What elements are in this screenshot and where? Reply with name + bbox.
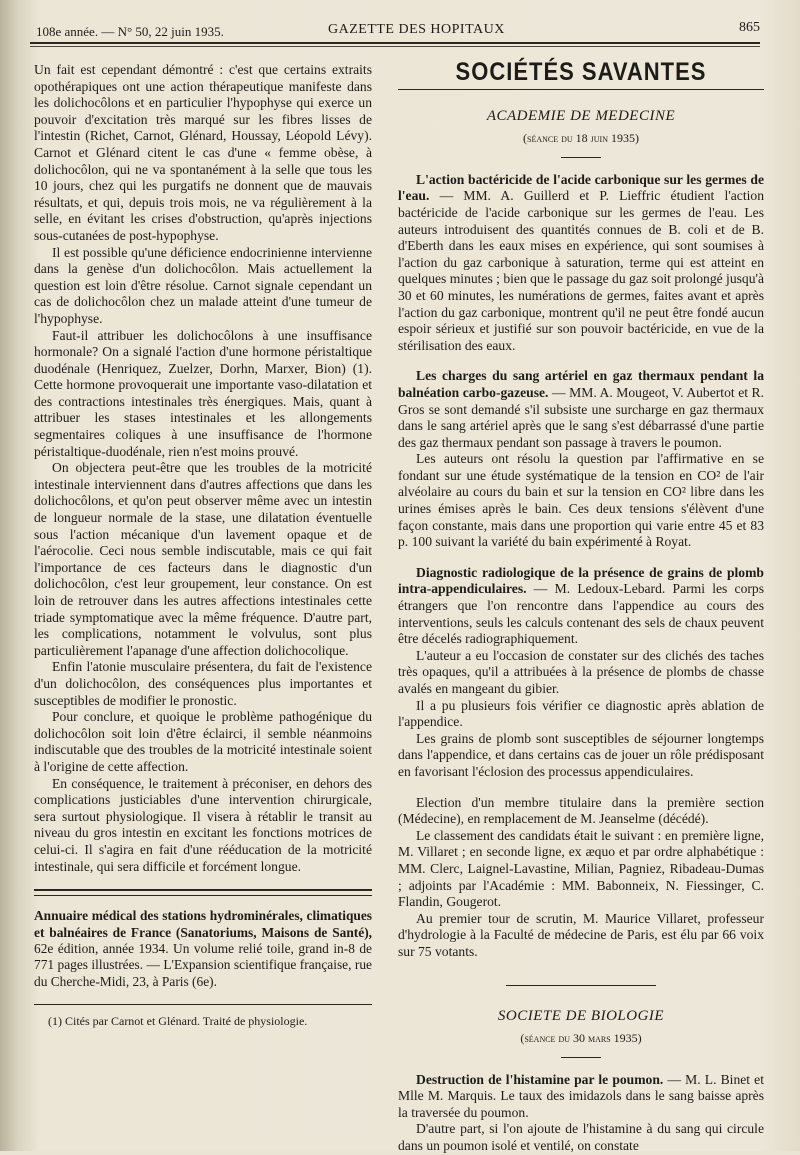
article-divider xyxy=(34,889,372,896)
society-divider xyxy=(506,985,656,986)
communication-text xyxy=(398,1072,764,1122)
footnote: (1) Cités par Carnot et Glénard. Traité de physiologie. xyxy=(48,1014,308,1029)
election-item xyxy=(398,795,764,961)
short-rule xyxy=(561,157,601,158)
communication-title: Les charges du sang artériel en gaz thermaux pendant la balnéation carbo-gazeuse. xyxy=(398,368,764,400)
communication-body: — M. L. Binet et Mlle M. Marquis. Le taux des imidazols dans le sang baisse après la traversée du poumon. xyxy=(398,1071,764,1120)
page-number: 865 xyxy=(739,20,760,35)
academy-heading: ACADEMIE DE MEDECINE xyxy=(486,107,676,124)
communication-item xyxy=(398,368,764,551)
election-title: Election d'un membre titulaire dans la première section (Médecine), en remplacement de M. Jeanselme (décédé). xyxy=(398,794,764,827)
communication-body: — M. Ledoux-Lebard. Parmi les corps étrangers que l'on rencontre dans l'appendice au cours des interventions, seuls les calculs contenant des sels de chaux peuvent être décelés radiographiquement. xyxy=(398,581,765,647)
section-title: SOCIÉTÉS SAVANTES xyxy=(455,57,707,86)
communication-title: Destruction de l'histamine par le poumon. xyxy=(416,1071,664,1087)
communication-text: Les grains de plomb sont susceptibles de séjourner longtemps dans l'appendice, et dans certains cas de jouer un rôle prédisposant en favorisant l'éclosion des processus appendiculaires. xyxy=(398,730,764,779)
communication-item xyxy=(398,565,764,781)
journal-title: GAZETTE DES HOPITAUX xyxy=(328,22,505,37)
communication-text xyxy=(398,565,764,648)
header-rule-thin xyxy=(30,46,760,47)
communication-body: — MM. A. Guillerd et P. Lieffric étudient l'action bactéricide de l'acide carbonique sur les germes de l'eau. Les auteurs introduisent des quantités connues de B. coli et de B. d'Eberth dans les eaux mises en expérience, qui sont soumises à l'action du gaz carbonique à saturation, terme qui est atteint en quelques minutes ; bien que le passage du gaz soit prolongé jusqu'à 30 et 60 minutes, les numérations de germes, faites avant et après l'action du gaz carbonique, montrent qu'il ne peut être fondé aucun espoir sérieux et justifié sur son pouvoir bactéricide, en vue de la stérilisation des eaux. xyxy=(398,188,765,353)
election-text: Le classement des candidats était le suivant : en première ligne, M. Villaret ; en seconde ligne, ex æquo et par ordre alphabétique : MM. Clerc, Laignel-Lavastine, Milian, Pagniez, Ribadeau-Dumas ; adjoints par l'Académie : MM. Babonneix, N. Fiessinger, C. Flandin, Gougerot. xyxy=(398,827,764,910)
communication-body: — MM. A. Mougeot, V. Aubertot et R. Gros se sont demandé s'il subsiste une surcharge en gaz thermaux dans le sang artériel après que le sang s'est débarrassé d'une partie des gaz thermaux pendant son passage à travers le poumon. xyxy=(398,384,765,450)
communication-text: D'autre part, si l'on ajoute de l'histamine à du sang qui circule dans un poumon isolé et ventilé, on constate xyxy=(398,1121,764,1154)
communication-text: L'auteur a eu l'occasion de constater sur des clichés des taches très opaques, qu'il a attribuées à la présence de plombs de chasse avalés en mangeant du gibier. xyxy=(398,647,764,696)
left-paragraph: Il est possible qu'une déficience endocrinienne intervienne dans la genèse d'un dolichocôlon. Mais actuellement la question est loin d'être résolue. Carnot signale cependant un cas de dolichocôlon chez un malade atteint d'une tumeur de l'hypophyse. xyxy=(34,244,372,326)
society-heading: SOCIETE DE BIOLOGIE xyxy=(497,1007,665,1024)
communication-item xyxy=(398,1072,764,1155)
communication-item xyxy=(398,172,764,355)
communication-title: Diagnostic radiologique de la présence de grains de plomb intra-appendiculaires. xyxy=(398,564,764,597)
left-paragraph: On objectera peut-être que les troubles de la motricité intestinale interviennent dans d'autres affections que dans les dolichocôlons, et qu'on peut observer même avec un intestin de longueur normale de la stase, une dilatation éventuelle sous l'action mécanique d'un lavement opaque et de l'aérocolie. Ceci nous semble indiscutable, mais ce qui fait l'importance de ces facteurs dans le diagnostic d'un dolichocôlon, c'est leur groupement, leur constance. On est loin de retrouver dans les autres affections intestinales cette triade symptomatique avec la même fréquence. D'autre part, les complications, notamment le volvulus, sont plus particulièrement l'apanage d'une affection dolichocolique. xyxy=(34,460,372,658)
running-head xyxy=(30,18,760,40)
communication-text xyxy=(398,172,764,355)
annuaire-text: 62e édition, année 1934. Un volume relié toile, grand in-8 de 771 pages illustrées. — L'Expansion scientifique française, rue du Cherche-Midi, 23, à Paris (6e). xyxy=(34,940,372,989)
society-session-date: (séance du 30 mars 1935) xyxy=(520,1031,642,1046)
left-paragraph: En conséquence, le traitement à préconiser, en dehors des complications justiciables d'une intervention chirurgicale, sera surtout physiologique. Il visera à rétablir le transit au niveau du gros intestin en excitant les fonctions motrices de celui-ci. Il s'agira en fait d'une rééducation de la motricité intestinale, qui sera difficile et forcément longue. xyxy=(34,775,372,874)
left-paragraph: Enfin l'atonie musculaire présentera, du fait de l'existence d'un dolichocôlon, des conséquences plus importantes et susceptibles de modifier le pronostic. xyxy=(34,659,372,708)
left-paragraph: Pour conclure, et quoique le problème pathogénique du dolichocôlon soit loin d'être éclairci, il semble néanmoins indiscutable que des troubles de la motricité intestinale soient à l'origine de cette affection. xyxy=(34,709,372,774)
election-text: Au premier tour de scrutin, M. Maurice Villaret, professeur d'hydrologie à la Faculté de médecine de Paris, est élu par 66 voix sur 75 votants. xyxy=(398,910,764,959)
communication-text: Les auteurs ont résolu la question par l'affirmative en se fondant sur une étude systématique de la tension en CO² de l'air alvéolaire au cours du bain et sur la tension en CO² libre dans les urines émises après le bain. Ces deux tensions s'élèvent d'une façon constante, mais dans une proportion qui varie entre 45 et 83 p. 100 suivant la variété du bain expérimenté à Royat. xyxy=(398,451,764,550)
communication-title: L'action bactéricide de l'acide carbonique sur les germes de l'eau. xyxy=(398,171,764,204)
header-rule xyxy=(30,42,760,44)
left-paragraph: Un fait est cependant démontré : c'est que certains extraits opothérapiques ont une action thérapeutique manifeste dans les dolichocôlons et en particulier l'hypophyse qui exerce un pouvoir d'excitation très marqué sur les fibres lisses de l'intestin (Richet, Carnot, Glénard, Houssay, Léopold Lévy). Carnot et Glénard citent le cas d'une « femme obèse, à dolichocôlon, qui ne va spontanément à la selle que tous les 10 jours, chez qui les purgatifs ne donnent que de mauvais résultats, et qui, depuis trois mois, ne va régulièrement à la selle, en évitant les crises d'obstruction, qu'après injections sous-cutanées de post-hypophyse. xyxy=(34,62,372,243)
section-rule xyxy=(398,89,764,90)
left-column xyxy=(34,62,372,1030)
footnote-rule xyxy=(34,1004,372,1005)
left-paragraph: Faut-il attribuer les dolichocôlons à une insuffisance hormonale? On a signalé l'action d'une hormone péristaltique duodénale (Henriquez, Zuelzer, Dorhn, Marxer, Bion) (1). Cette hormone provoquerait une importante vaso-dilatation et des contractions intestinales très énergiques. Mais, quant à attribuer les stases intestinales et les allongements segmentaires coliques à une insuffisance de l'hormone péristaltique-duodénale, rien n'est moins prouvé. xyxy=(34,327,372,459)
right-column xyxy=(398,57,765,1155)
communication-text: Il a pu plusieurs fois vérifier ce diagnostic après ablation de l'appendice. xyxy=(398,697,764,730)
academy-session-date: (séance du 18 juin 1935) xyxy=(523,131,639,146)
communication-text xyxy=(398,368,764,451)
issue-info: 108e année. — N° 50, 22 juin 1935. xyxy=(36,24,224,39)
short-rule xyxy=(561,1057,601,1058)
annuaire-notice xyxy=(34,908,372,990)
annuaire-title: Annuaire médical des stations hydrominérales, climatiques et balnéaires de France (Sanatoriums, Maisons de Santé), xyxy=(34,908,372,940)
